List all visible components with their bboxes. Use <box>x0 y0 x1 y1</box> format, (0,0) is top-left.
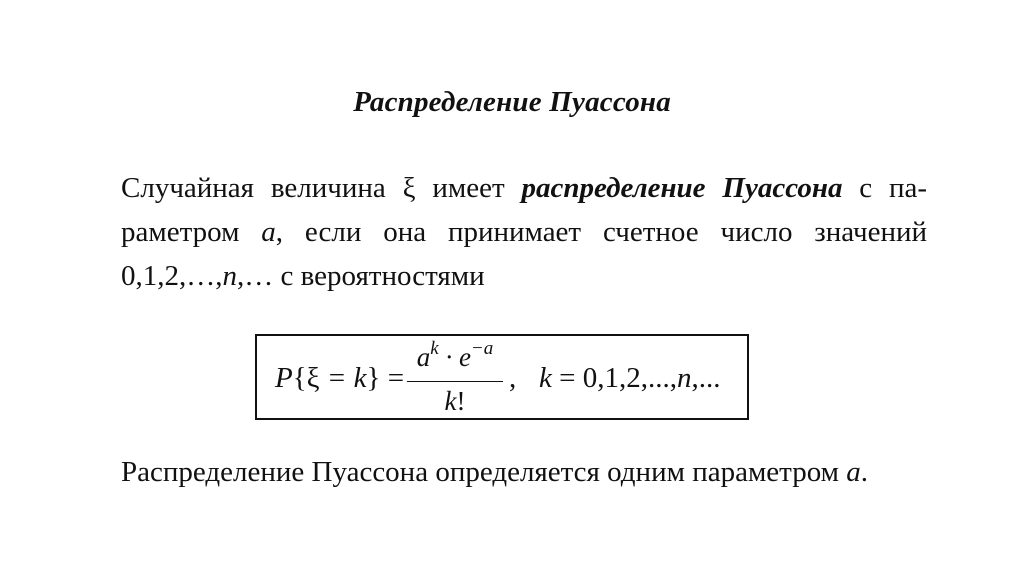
closing-variable: a <box>846 456 861 488</box>
text-segment: с па- <box>859 172 928 204</box>
closing-sentence <box>121 456 868 489</box>
paragraph-line-1 <box>121 166 927 210</box>
paragraph-line-2 <box>121 210 927 254</box>
formula-p: P <box>275 362 293 394</box>
num-a: a <box>416 342 431 372</box>
num-k-exponent: k <box>430 338 439 359</box>
closing-text: Распределение Пуассона определяется одним параметром <box>121 456 847 488</box>
text-segment: Случайная величина <box>121 172 386 204</box>
formula-fraction <box>407 338 503 416</box>
formula-denominator <box>407 386 503 417</box>
formula-lhs <box>275 362 404 395</box>
text-segment: имеет <box>432 172 505 204</box>
definition-paragraph <box>121 166 927 298</box>
formula-lbrace: { <box>292 362 307 394</box>
values-list: 0,1,2,…, <box>121 260 223 292</box>
formula-range <box>539 362 720 395</box>
den-factorial: ! <box>456 386 466 416</box>
defined-term: распределение Пуассона <box>521 172 843 204</box>
xi-symbol: ξ <box>402 172 416 204</box>
formula-eq-k: = k <box>319 362 367 394</box>
closing-period: . <box>860 456 869 488</box>
page-title: Распределение Пуассона <box>353 86 671 118</box>
formula-comma: , <box>509 362 517 394</box>
num-neg-a-exponent: −a <box>470 338 494 359</box>
formula-box <box>255 334 749 420</box>
formula-rbrace-eq: } = <box>366 362 405 394</box>
text-segment: , если она принимает счетное число значений <box>275 216 927 248</box>
text-segment: раметром <box>121 216 240 248</box>
range-k: k <box>539 362 552 394</box>
range-end: ,... <box>691 362 721 394</box>
parameter-variable: a <box>261 216 276 248</box>
den-k: k <box>444 386 457 416</box>
text-segment: ,… с вероятностями <box>237 260 485 292</box>
range-n: n <box>676 362 692 394</box>
n-variable: n <box>222 260 237 292</box>
paragraph-line-3 <box>121 254 927 298</box>
formula-numerator <box>407 338 503 373</box>
num-dot-e: · e <box>438 342 471 372</box>
range-values: = 0,1,2,..., <box>551 362 677 394</box>
formula-xi: ξ <box>306 362 320 394</box>
fraction-bar <box>407 381 503 382</box>
